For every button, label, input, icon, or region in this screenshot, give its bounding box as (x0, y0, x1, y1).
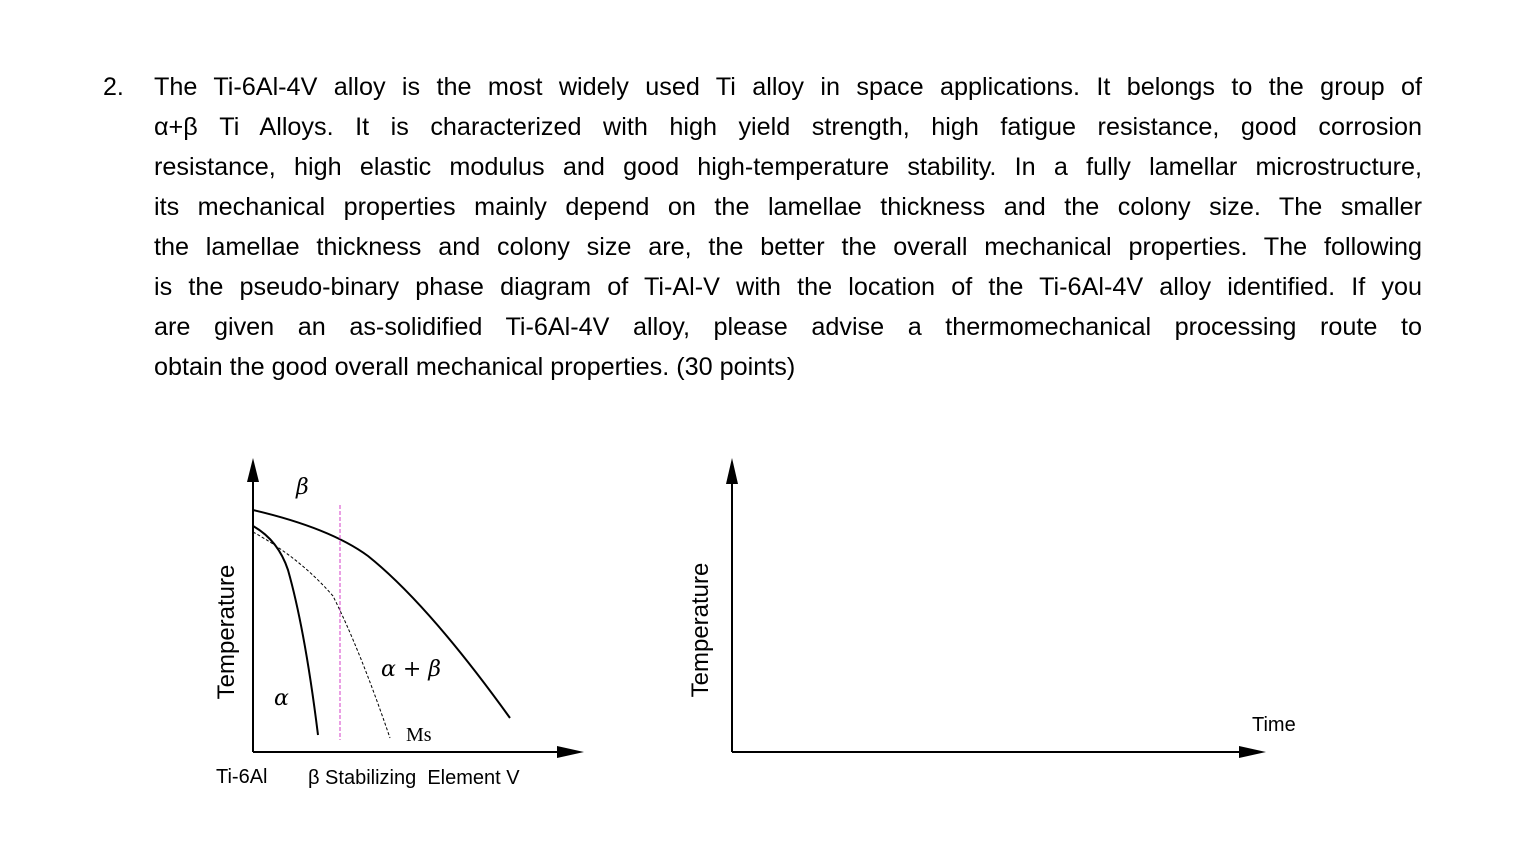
question-line-2: α+β Ti Alloys. It is characterized with high yield strength, high fatigue resistance, good corrosion (154, 113, 1422, 141)
question-line-1: The Ti-6Al-4V alloy is the most widely used Ti alloy in space applications. It belongs to the group of (154, 73, 1422, 101)
pc-y-arrow (726, 458, 738, 484)
question-line-7: are given an as-solidified Ti-6Al-4V alloy, please advise a thermomechanical processing route to (154, 313, 1422, 341)
question-line-3: resistance, high elastic modulus and good high-temperature stability. In a fully lamellar microstructure, (154, 153, 1422, 181)
pd-x-axis-label: β Stabilizing Element V (308, 767, 520, 789)
region-alpha-label: α (274, 686, 289, 711)
pc-y-axis-label: Temperature (687, 562, 714, 698)
process-chart (687, 458, 1296, 758)
question-line-5: the lamellae thickness and colony size are, the better the overall mechanical properties. The following (154, 233, 1422, 261)
beta-transus-curve (253, 510, 510, 718)
ms-label: Ms (406, 724, 432, 746)
region-alpha-beta-label: α + β (381, 657, 441, 682)
pd-y-arrow (247, 458, 259, 482)
question-number: 2. (103, 73, 124, 101)
region-beta-label: β (296, 475, 309, 500)
pd-x-origin-label: Ti-6Al (216, 766, 268, 788)
pc-x-arrow (1239, 746, 1266, 758)
pd-y-axis-label: Temperature (213, 564, 240, 700)
phase-diagram (213, 458, 584, 789)
question-line-6: is the pseudo-binary phase diagram of Ti-Al-V with the location of the Ti-6Al-4V alloy identified. If you (154, 273, 1422, 301)
pd-x-arrow (557, 746, 584, 758)
pc-x-axis-label: Time (1252, 714, 1296, 736)
question-line-4: its mechanical properties mainly depend on the lamellae thickness and the colony size. The smaller (154, 193, 1422, 221)
question-line-8: obtain the good overall mechanical properties. (30 points) (154, 353, 796, 381)
